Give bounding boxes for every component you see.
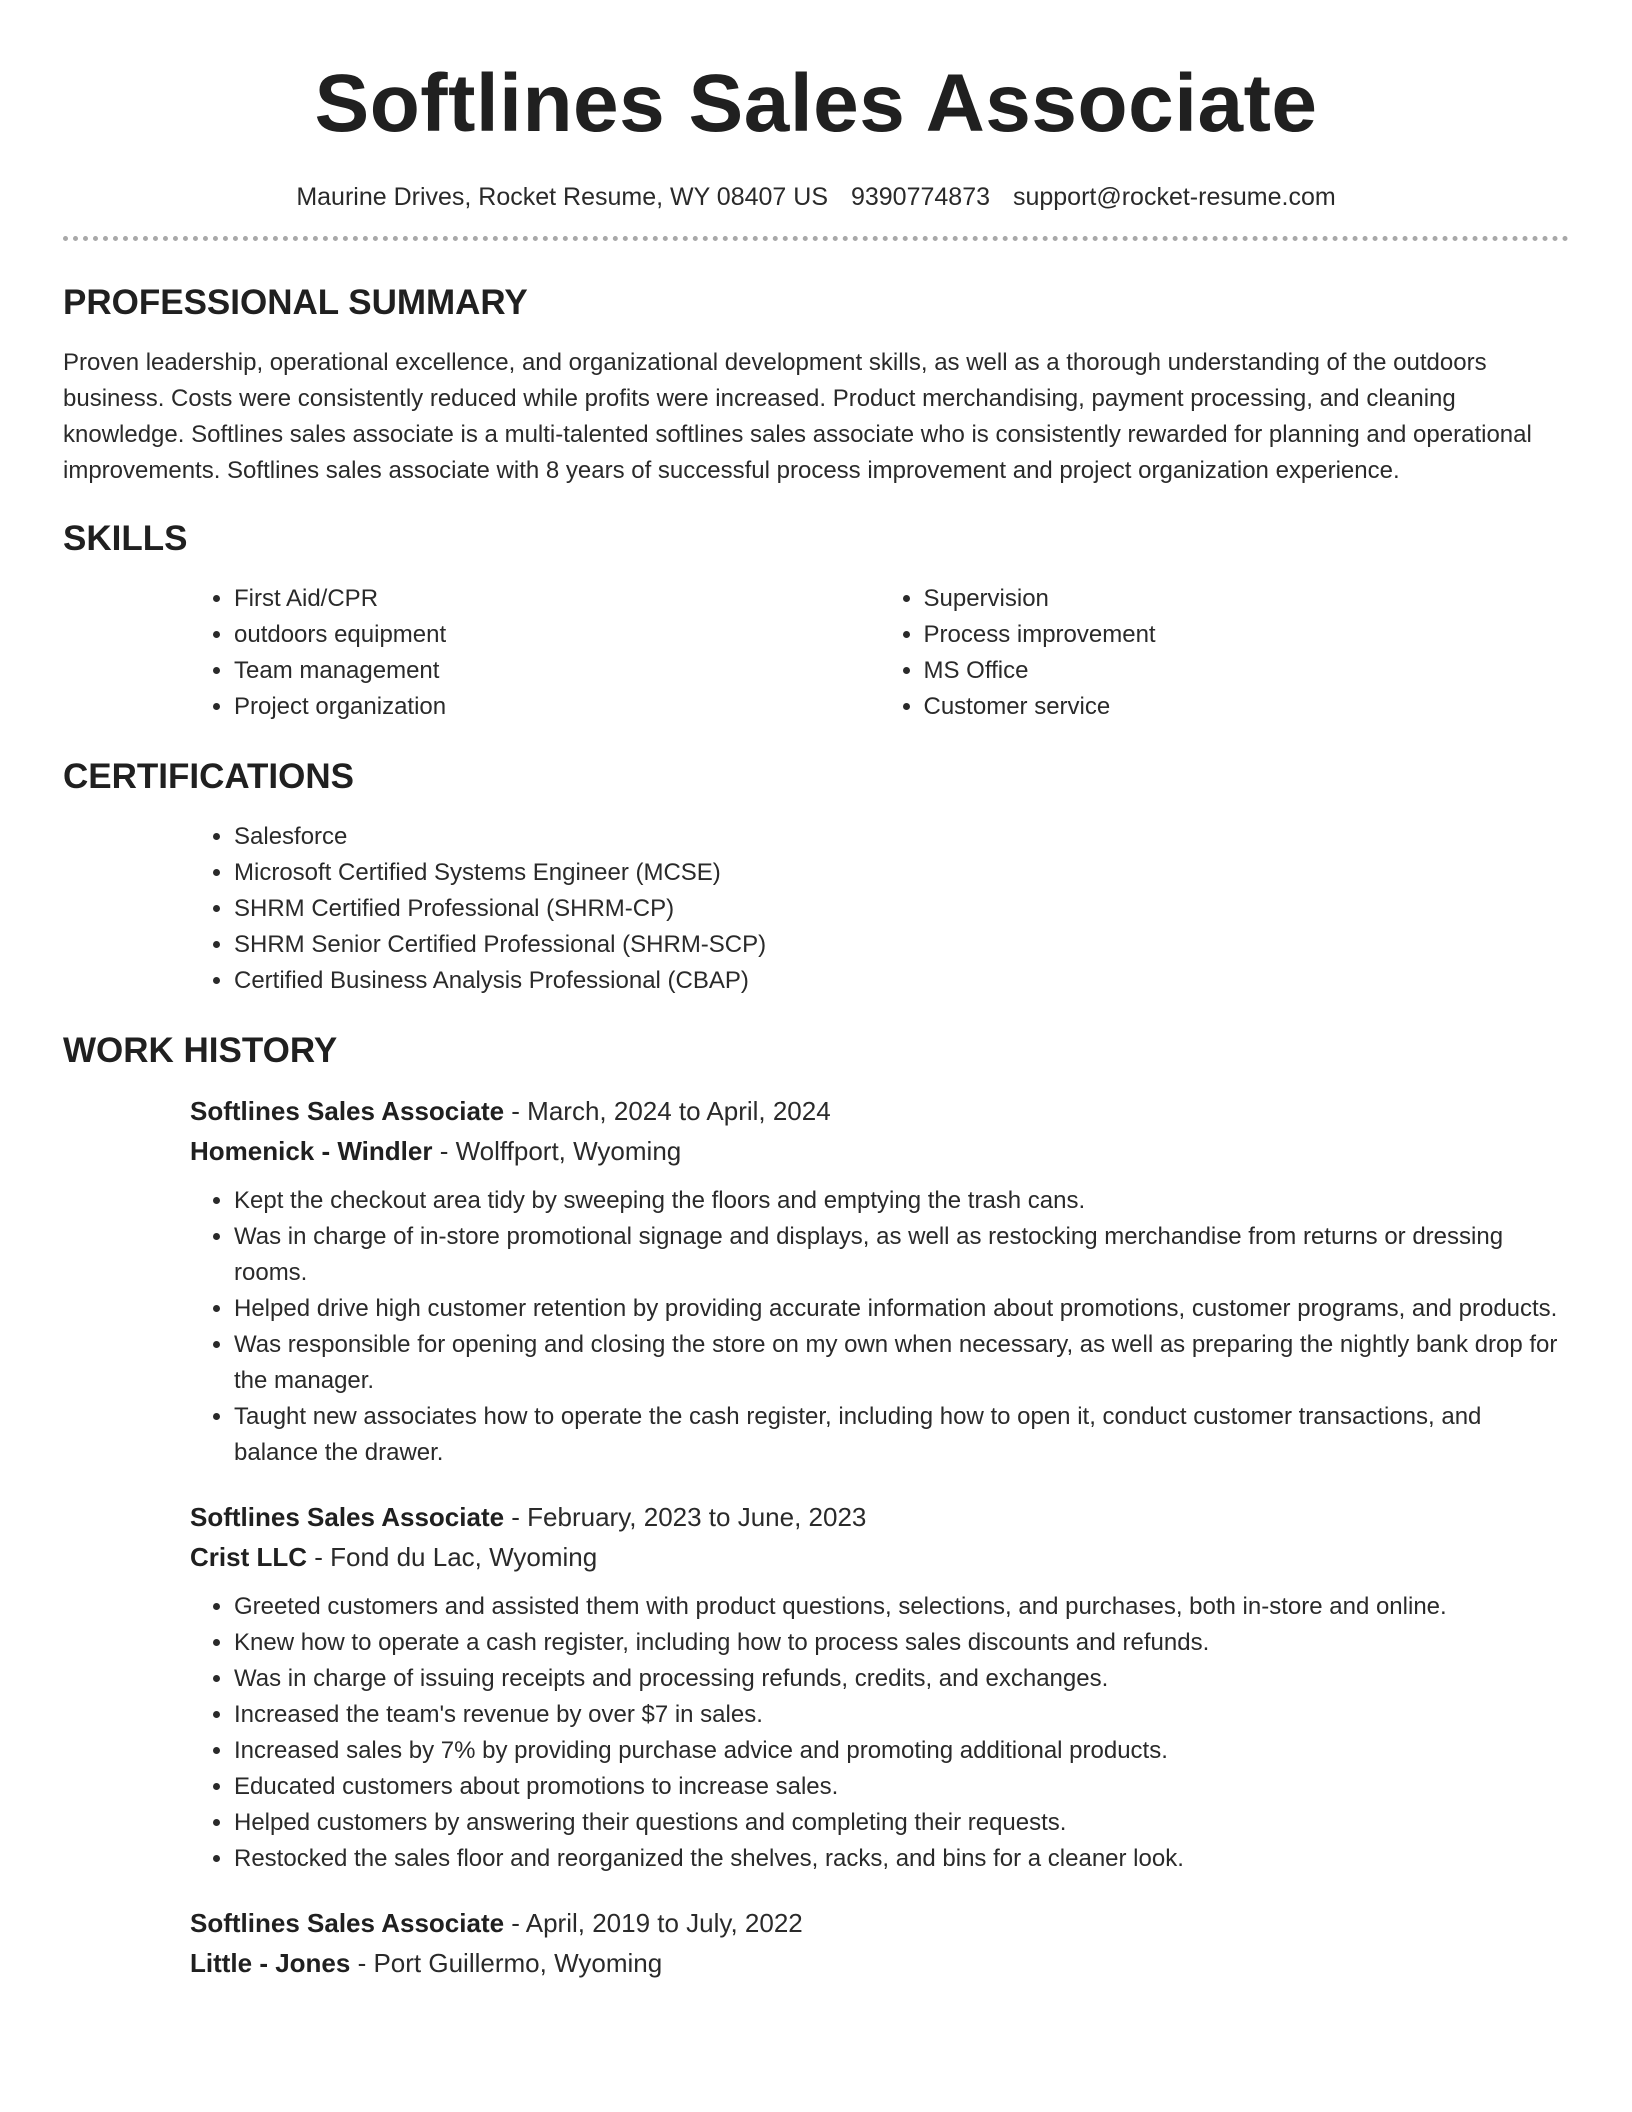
skills-list-left	[190, 581, 880, 725]
resume-name-heading: Softlines Sales Associate	[314, 58, 1318, 149]
job-entry	[190, 1091, 1569, 1471]
job-title-line	[190, 1903, 1569, 1943]
skill-item: • MS Office	[924, 653, 1570, 689]
job-role: Softlines Sales Associate	[190, 1908, 505, 1938]
job-bullet: • Increased the team's revenue by over $7 in sales.	[234, 1697, 1569, 1733]
job-company: Little - Jones	[190, 1948, 351, 1978]
summary-section	[63, 283, 1569, 489]
skill-item: • Team management	[234, 653, 880, 689]
certifications-list	[190, 819, 1569, 999]
skills-heading: SKILLS	[63, 519, 188, 558]
job-dates: February, 2023 to June, 2023	[527, 1502, 867, 1532]
job-entry	[190, 1903, 1569, 1983]
job-separator: -	[307, 1542, 331, 1572]
certification-item: • Certified Business Analysis Professional (CBAP)	[234, 963, 1569, 999]
skill-item: • Process improvement	[924, 617, 1570, 653]
contact-email: support@rocket-resume.com	[1012, 183, 1336, 211]
job-location: Port Guillermo, Wyoming	[373, 1948, 663, 1978]
job-company-line	[190, 1131, 1569, 1171]
skill-item: • Supervision	[924, 581, 1570, 617]
job-bullet: • Educated customers about promotions to increase sales.	[234, 1769, 1569, 1805]
job-bullet-list	[190, 1183, 1569, 1471]
job-bullet: • Kept the checkout area tidy by sweeping the floors and emptying the trash cans.	[234, 1183, 1569, 1219]
job-separator: -	[432, 1136, 456, 1166]
certification-item: • Salesforce	[234, 819, 1569, 855]
job-role: Softlines Sales Associate	[190, 1096, 505, 1126]
job-dates: April, 2019 to July, 2022	[525, 1908, 803, 1938]
header-divider	[63, 236, 1569, 241]
job-title-line	[190, 1091, 1569, 1131]
job-bullet: • Knew how to operate a cash register, including how to process sales discounts and refunds.	[234, 1625, 1569, 1661]
job-dates: March, 2024 to April, 2024	[527, 1096, 831, 1126]
skills-list-right	[880, 581, 1570, 725]
resume-page	[63, 0, 1569, 1983]
job-role: Softlines Sales Associate	[190, 1502, 505, 1532]
job-bullet: • Helped customers by answering their questions and completing their requests.	[234, 1805, 1569, 1841]
contact-address: Maurine Drives, Rocket Resume, WY 08407 US	[296, 183, 829, 211]
skill-item: • Customer service	[924, 689, 1570, 725]
contact-line	[63, 182, 1569, 212]
job-company: Crist LLC	[190, 1542, 307, 1572]
skill-item: • outdoors equipment	[234, 617, 880, 653]
job-separator: -	[504, 1908, 526, 1938]
job-bullet-list	[190, 1589, 1569, 1877]
job-bullet: • Increased sales by 7% by providing purchase advice and promoting additional products.	[234, 1733, 1569, 1769]
contact-phone: 9390774873	[850, 183, 991, 211]
job-company-line	[190, 1537, 1569, 1577]
certification-item: • SHRM Certified Professional (SHRM-CP)	[234, 891, 1569, 927]
skill-item: • First Aid/CPR	[234, 581, 880, 617]
work-history-heading: WORK HISTORY	[63, 1031, 338, 1070]
skills-grid	[190, 581, 1569, 725]
work-history-section	[63, 1031, 1569, 1983]
certifications-heading: CERTIFICATIONS	[63, 757, 355, 796]
certifications-section	[63, 757, 1569, 999]
job-title-line	[190, 1497, 1569, 1537]
skill-item: • Project organization	[234, 689, 880, 725]
job-location: Fond du Lac, Wyoming	[330, 1542, 598, 1572]
job-bullet: • Taught new associates how to operate the cash register, including how to open it, conduct customer transactions, and balance the drawer.	[234, 1399, 1569, 1471]
job-bullet: • Was responsible for opening and closing the store on my own when necessary, as well as preparing the nightly bank drop for the manager.	[234, 1327, 1569, 1399]
job-separator: -	[504, 1096, 528, 1126]
job-bullet: • Restocked the sales floor and reorganized the shelves, racks, and bins for a cleaner look.	[234, 1841, 1569, 1877]
job-location: Wolffport, Wyoming	[455, 1136, 682, 1166]
summary-text: Proven leadership, operational excellence, and organizational development skills, as well as a thorough understanding of the outdoors business. Costs were consistently reduced while profits were increased. Product merchandising, payment processing, and cleaning knowledge. Softlines sales associate is a multi-talented softlines sales associate who is consistently rewarded for planning and operational improvements. Softlines sales associate with 8 years of successful process improvement and project organization experience.	[63, 349, 1532, 484]
certification-item: • Microsoft Certified Systems Engineer (MCSE)	[234, 855, 1569, 891]
job-bullet: • Greeted customers and assisted them with product questions, selections, and purchases, both in-store and online.	[234, 1589, 1569, 1625]
job-company: Homenick - Windler	[190, 1136, 433, 1166]
job-bullet: • Helped drive high customer retention by providing accurate information about promotions, customer programs, and products.	[234, 1291, 1569, 1327]
certification-item: • SHRM Senior Certified Professional (SHRM-SCP)	[234, 927, 1569, 963]
job-bullet: • Was in charge of issuing receipts and processing refunds, credits, and exchanges.	[234, 1661, 1569, 1697]
skills-section	[63, 519, 1569, 725]
job-company-line	[190, 1943, 1569, 1983]
job-bullet: • Was in charge of in-store promotional signage and displays, as well as restocking merchandise from returns or dressing rooms.	[234, 1219, 1569, 1291]
job-entry	[190, 1497, 1569, 1877]
summary-heading: PROFESSIONAL SUMMARY	[63, 283, 528, 322]
job-separator: -	[350, 1948, 374, 1978]
job-separator: -	[504, 1502, 528, 1532]
